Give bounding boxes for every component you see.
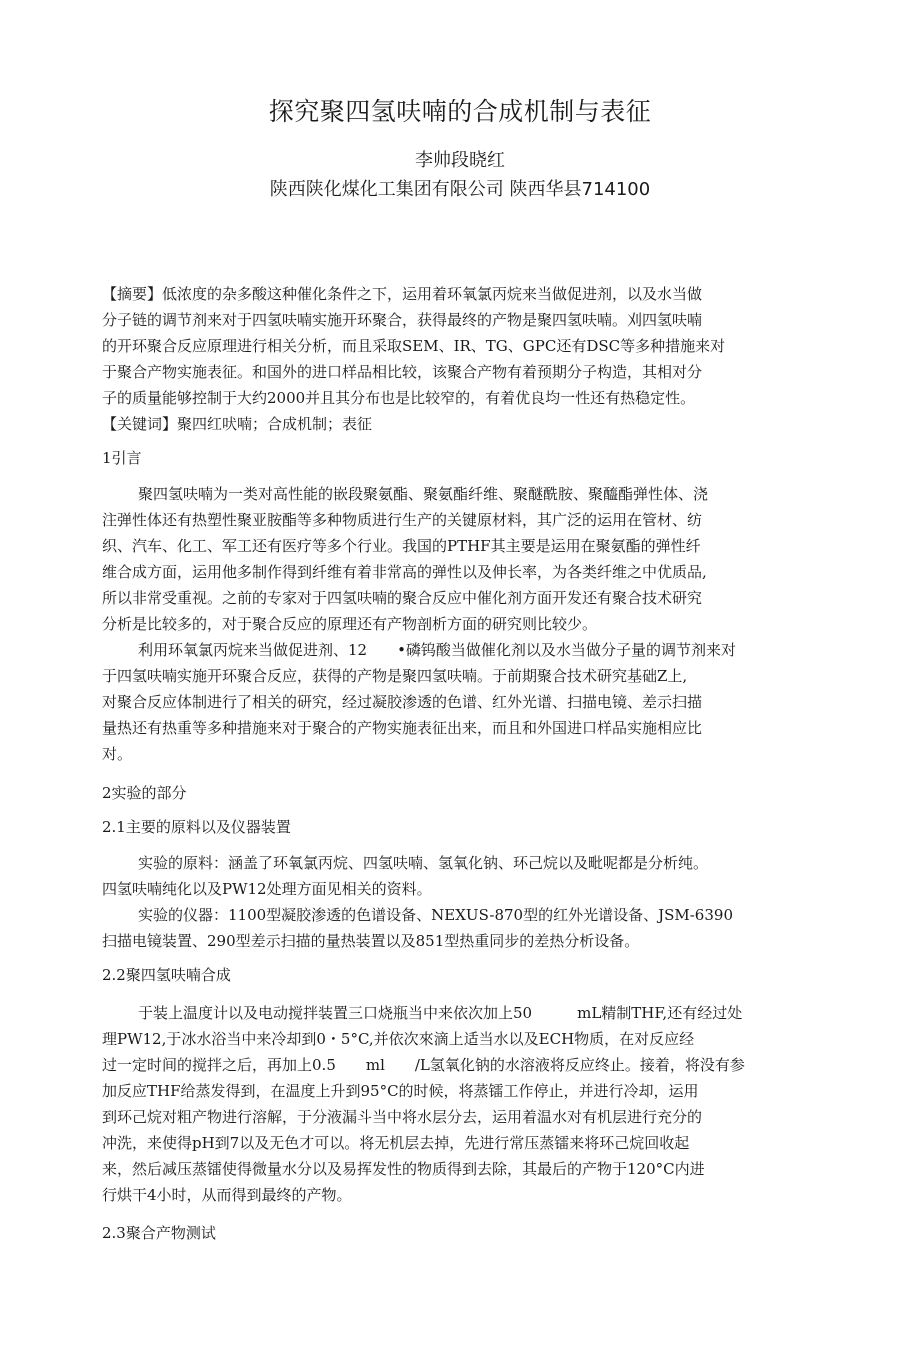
paragraph-line: 到环己烷对粗产物进行溶解，于分液漏斗当中将水层分去，运用着温水对有机层进行充分的 (102, 1108, 703, 1126)
paragraph-line: 行烘干4小时，从而得到最终的产物。 (102, 1186, 352, 1204)
paragraph-line: 理PW12,于冰水浴当中来冷却到0・5°C,并依次來滴上适当水以及ECH物质，在对反应经 (102, 1030, 695, 1048)
section-2-3 (102, 1220, 818, 1246)
abstract-line: 【摘要】低浓度的杂多酸这种催化条件之下，运用着环氧氯丙烷来当做促进剂，以及水当做 (102, 285, 703, 303)
section-2-2 (102, 962, 818, 988)
abstract (102, 281, 818, 437)
paragraph-line: 实验的原料：涵盖了环氧氯丙烷、四氢呋喃、氢氧化钠、环己烷以及毗呢都是分析纯。 (138, 854, 709, 872)
section-1-para-1 (102, 481, 818, 767)
paragraph-line: 所以非常受重视。之前的专家对于四氢呋喃的聚合反应中催化剂方面开发还有聚合技术研究 (102, 589, 703, 607)
section-heading: 1引言 (102, 449, 142, 467)
paragraph-line: 利用环氧氯丙烷来当做促进剂、12 •磷钨酸当做催化剂以及水当做分子量的调节剂来对 (138, 641, 736, 659)
paragraph-line: 分析是比较多的，对于聚合反应的原理还有产物剖析方面的研究则比较少。 (102, 615, 598, 633)
abstract-line: 子的质量能够控制于大约2000并且其分布也是比较窄的，有着优良均一性还有热稳定性。 (102, 389, 696, 407)
keywords: 【关键词】聚四红吠喃；合成机制；表征 (102, 415, 373, 433)
paragraph-line: 扫描电镜装置、290型差示扫描的量热装置以及851型热重同步的差热分析设备。 (102, 932, 640, 950)
subsection-heading: 2.2聚四氢呋喃合成 (102, 966, 231, 984)
section-2 (102, 780, 818, 806)
paragraph-line: 四氢呋喃纯化以及PW12处理方面见相关的资料。 (102, 880, 432, 898)
paragraph-line: 对聚合反应体制进行了相关的研究，经过凝胶渗透的色谱、红外光谱、扫描电镜、差示扫描 (102, 693, 703, 711)
abstract-line: 于聚合产物实施表征。和国外的进口样品相比较，该聚合产物有着预期分子构造，其相对分 (102, 363, 703, 381)
paragraph-line: 量热还有热重等多种措施来对于聚合的产物实施表征出来，而且和外国进口样品实施相应比 (102, 719, 703, 737)
section-2-1 (102, 814, 818, 840)
paragraph-line: 聚四氢呋喃为一类对高性能的嵌段聚氨酯、聚氨酯纤维、聚醚酰胺、聚醯酯弹性体、浇 (138, 485, 709, 503)
section-heading: 2实验的部分 (102, 784, 187, 802)
paragraph-line: 过一定时间的搅拌之后，再加上0.5 ml /L氢氧化钠的水溶液将反应终止。接着，将没有参 (102, 1056, 745, 1074)
authors: 李帅段晓红 (415, 150, 505, 171)
subsection-heading: 2.1主要的原料以及仪器装置 (102, 818, 291, 836)
paragraph-line: 来，然后减压蒸镭使得微量水分以及易挥发性的物质得到去除，其最后的产物于120°C内进 (102, 1160, 705, 1178)
paragraph-line: 注弹性体还有热塑性聚亚胺酯等多种物质进行生产的关键原材料，其广泛的运用在管材、纺 (102, 511, 703, 529)
paragraph-line: 于四氢呋喃实施开环聚合反应，获得的产物是聚四氢呋喃。于前期聚合技术研究基础Z上, (102, 667, 688, 685)
abstract-line: 的开环聚合反应原理进行相关分析，而且采取SEM、IR、TG、GPC还有DSC等多种措施来对 (102, 337, 726, 355)
paragraph-line: 冲洗，来使得pH到7以及无色才可以。将无机层去掉，先进行常压蒸镭来将环己烷回收起 (102, 1134, 690, 1152)
subsection-heading: 2.3聚合产物测试 (102, 1224, 216, 1242)
section-2-2-body (102, 1000, 818, 1208)
paragraph-line: 于装上温度计以及电动搅拌装置三口烧瓶当中来依次加上50 mL精制THF,还有经过处 (138, 1004, 743, 1022)
paragraph-line: 实验的仪器：1100型凝胶渗透的色谱设备、NEXUS-870型的红外光谱设备、JSM-6390 (138, 906, 733, 924)
paragraph-line: 维合成方面，运用他多制作得到纤维有着非常高的弹性以及伸长率，为各类纤维之中优质品, (102, 563, 707, 581)
paragraph-line: 加反应THF给蒸发得到，在温度上升到95°C的时候，将蒸镭工作停止，并进行冷却，运用 (102, 1082, 699, 1100)
paper-title: 探究聚四氢呋喃的合成机制与表征 (268, 97, 652, 126)
paragraph-line: 对。 (102, 745, 133, 763)
paragraph-line: 织、汽车、化工、军工还有医疗等多个行业。我国的PTHF其主要是运用在聚氨酯的弹性纤 (102, 537, 701, 555)
abstract-line: 分子链的调节剂来对于四氢呋喃实施开环聚合，获得最终的产物是聚四氢呋喃。刈四氢呋喃 (102, 311, 703, 329)
section-2-1-body (102, 850, 818, 954)
section-1 (102, 445, 818, 471)
affiliation: 陕西陕化煤化工集团有限公司 陕西华县714100 (269, 179, 651, 200)
